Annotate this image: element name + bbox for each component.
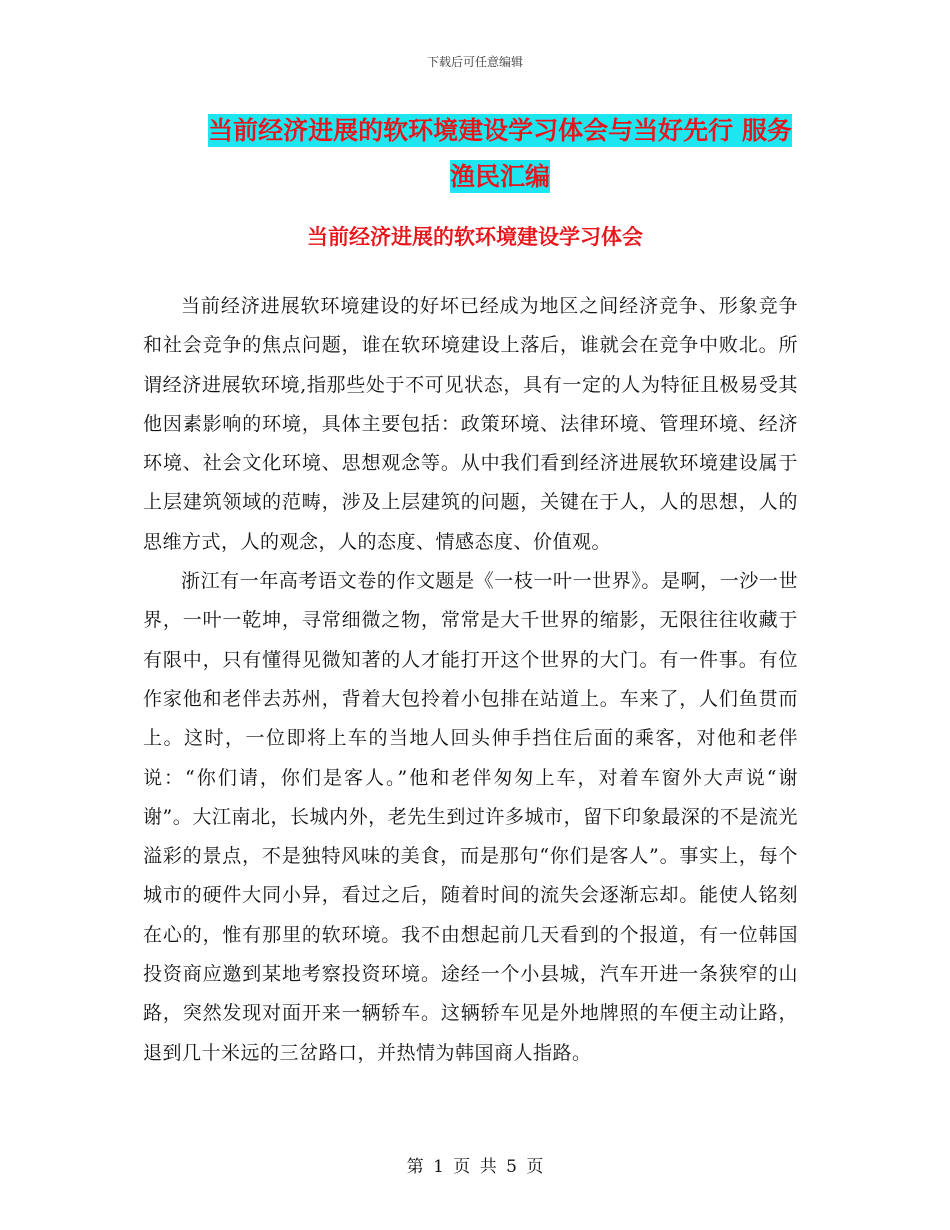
paragraph-1: 当前经济进展软环境建设的好坏已经成为地区之间经济竞争、形象竞争和社会竞争的焦点问题，谁在软环境建设上落后，谁就会在竞争中败北。所谓经济进展软环境,指那些处于不可见状态，具有一定的人为特征且极易受其他因素影响的环境，具体主要包括：政策环境、法律环境、管理环境、经济环境、社会文化环境、思想观念等。从中我们看到经济进展软环境建设属于上层建筑领域的范畴，涉及上层建筑的问题，关键在于人，人的思想，人的思维方式，人的观念，人的态度、情感态度、价值观。 [143,295,798,553]
page-number: 第 1 页 共 5 页 [406,1157,544,1177]
document-title-line-2: 渔民汇编 [449,162,550,191]
document-title [120,108,880,200]
body-text [143,287,798,1073]
section-title: 当前经济进展的软环境建设学习体会 [307,225,643,249]
document-title-line-1: 当前经济进展的软环境建设学习体会与当好先行 服务 [208,116,792,145]
paragraph-2: 浙江有一年高考语文卷的作文题是《一枝一叶一世界》。是啊，一沙一世界，一叶一乾坤，寻常细微之物，常常是大千世界的缩影，无限往往收藏于有限中，只有懂得见微知著的人才能打开这个世界的大门。有一件事。有位作家他和老伴去苏州，背着大包拎着小包排在站道上。车来了，人们鱼贯而上。这时，一位即将上车的当地人回头伸手挡住后面的乘客，对他和老伴说：“你们请，你们是客人。”他和老伴匆匆上车，对着车窗外大声说“谢谢”。大江南北，长城内外，老先生到过许多城市，留下印象最深的不是流光溢彩的景点，不是独特风味的美食，而是那句“你们是客人”。事实上，每个城市的硬件大同小异，看过之后，随着时间的流失会逐渐忘却。能使人铭刻在心的，惟有那里的软环境。我不由想起前几天看到的个报道，有一位韩国投资商应邀到某地考察投资环境。途经一个小县城，汽车开进一条狭窄的山路，突然发现对面开来一辆轿车。这辆轿车见是外地牌照的车便主动让路，退到几十米远的三岔路口，并热情为韩国商人指路。 [143,570,798,1064]
header-note: 下载后可任意编辑 [426,55,523,69]
